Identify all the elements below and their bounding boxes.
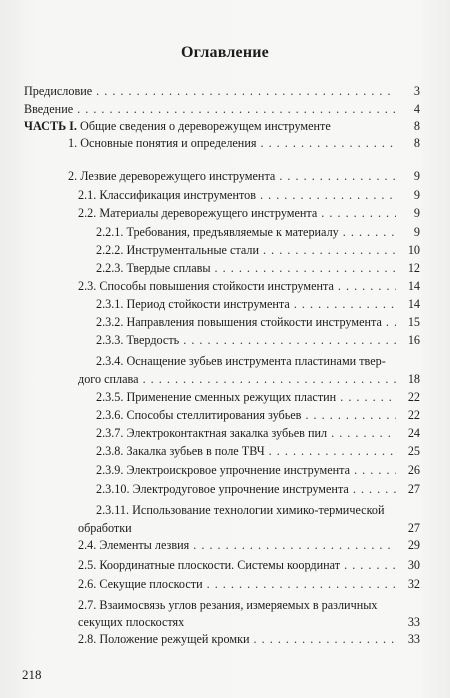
toc-entry-page: 29 <box>407 538 420 552</box>
toc-entry <box>96 261 420 275</box>
toc-entry-label: 2.5. Координатные плоскости. Системы координат <box>78 558 341 572</box>
leader-dots <box>386 315 396 329</box>
toc-entry-page: 14 <box>407 297 420 311</box>
leader-dots <box>305 408 396 422</box>
toc-entry-page: 33 <box>407 615 420 629</box>
toc-entry-page: 18 <box>407 372 420 386</box>
toc-entry-label: Введение <box>24 102 74 116</box>
toc-entry <box>24 102 420 116</box>
toc-entry-page: 9 <box>413 169 420 183</box>
leader-dots <box>143 372 396 386</box>
toc-entry <box>78 206 420 220</box>
toc-entry <box>96 408 420 422</box>
toc-entry-label: 2.1. Классификация инструментов <box>78 188 257 202</box>
leader-dots <box>279 169 396 183</box>
toc-entry-label: 1. Основные понятия и определения <box>68 136 257 150</box>
toc-entry-label: 2.3.2. Направления повышения стойкости инструмента <box>96 315 382 329</box>
toc-entry-page: 30 <box>407 558 420 572</box>
toc-entry-page: 26 <box>407 463 420 477</box>
toc-entry-label: 2.2. Материалы дереворежущего инструмента <box>78 206 318 220</box>
leader-dots <box>96 84 396 98</box>
toc-entry <box>78 188 420 202</box>
toc-entry-label: 2.3.1. Период стойкости инструмента <box>96 297 290 311</box>
toc-entry-page: 3 <box>413 84 420 98</box>
leader-dots <box>353 482 396 496</box>
toc-entry-label: 2.3.9. Электроискровое упрочнение инструмента <box>96 463 351 477</box>
toc-entry <box>24 84 420 98</box>
toc-entry-label: 2.2.2. Инструментальные стали <box>96 243 259 257</box>
toc-entry <box>96 390 420 404</box>
toc-entry-label: обработки <box>78 521 132 535</box>
toc-entry <box>96 315 420 329</box>
page-title: Оглавление <box>181 44 269 61</box>
toc-entry <box>78 372 420 386</box>
toc-entry <box>68 169 420 183</box>
toc-entry-label: 2.8. Положение режущей кромки <box>78 632 250 646</box>
leader-dots <box>254 632 396 646</box>
toc-entry <box>78 632 420 646</box>
leader-dots <box>294 297 396 311</box>
leader-dots <box>338 279 396 293</box>
toc-entry-page: 24 <box>407 426 420 440</box>
leader-dots <box>331 426 396 440</box>
toc-entry-line1 <box>78 598 420 612</box>
toc-entry-page: 22 <box>407 408 420 422</box>
toc-entry <box>78 577 420 591</box>
toc-entry-label: 2.3.7. Электроконтактная закалка зубьев пил <box>96 426 328 440</box>
toc-entry-label: 2.4. Элементы лезвия <box>78 538 190 552</box>
leader-dots <box>260 136 396 150</box>
toc-entry <box>78 538 420 552</box>
leader-dots <box>260 188 396 202</box>
toc-entry <box>68 136 420 150</box>
toc-entry <box>96 225 420 239</box>
toc-entry-page: 32 <box>407 577 420 591</box>
part-title: Общие сведения о дереворежущем инструменте <box>80 119 331 133</box>
leader-dots <box>193 538 396 552</box>
toc-entry <box>96 444 420 458</box>
leader-dots <box>340 390 396 404</box>
toc-entry-label <box>24 119 331 133</box>
toc-entry-page: 16 <box>407 333 420 347</box>
toc-entry-page: 9 <box>413 225 420 239</box>
toc-entry-line1 <box>96 503 420 517</box>
toc-entry-label: 2.3.11. Использование технологии химико-термической <box>96 503 385 517</box>
toc-entry-label: 2.3.10. Электродуговое упрочнение инструмента <box>96 482 349 496</box>
toc-entry-line1 <box>96 354 420 368</box>
toc-entry-page: 8 <box>413 136 420 150</box>
leader-dots <box>77 102 396 116</box>
toc-entry-page: 15 <box>407 315 420 329</box>
toc-entry-label: 2.2.1. Требования, предъявляемые к материалу <box>96 225 339 239</box>
toc-entry <box>96 482 420 496</box>
toc-entry-label: 2.3.4. Оснащение зубьев инструмента пластинами твер- <box>96 354 386 368</box>
leader-dots <box>321 206 396 220</box>
toc-entry-page: 10 <box>407 243 420 257</box>
toc-entry-page: 12 <box>407 261 420 275</box>
toc-entry-page: 4 <box>413 102 420 116</box>
toc-entry-page: 27 <box>407 521 420 535</box>
toc-entry <box>78 615 420 629</box>
toc-entry-label: Предисловие <box>24 84 93 98</box>
toc-entry-page: 27 <box>407 482 420 496</box>
toc-entry-page: 25 <box>407 444 420 458</box>
toc-entry-page: 8 <box>413 119 420 133</box>
toc-entry-label: 2.3.5. Применение сменных режущих пластин <box>96 390 337 404</box>
leader-dots <box>354 463 396 477</box>
toc-entry <box>96 333 420 347</box>
leader-dots <box>343 225 396 239</box>
toc-entry <box>96 426 420 440</box>
toc-entry-label: 2.3.6. Способы стеллитирования зубьев <box>96 408 302 422</box>
toc-entry <box>78 521 420 535</box>
leader-dots <box>183 333 396 347</box>
toc-entry-label: 2.3. Способы повышения стойкости инструмента <box>78 279 334 293</box>
toc-entry-page: 22 <box>407 390 420 404</box>
leader-dots <box>207 577 396 591</box>
toc-entry-label: 2.7. Взаимосвязь углов резания, измеряемых в различных <box>78 598 378 612</box>
toc-entry <box>96 297 420 311</box>
toc-entry-part <box>24 119 420 133</box>
leader-dots <box>215 261 396 275</box>
leader-dots <box>269 444 396 458</box>
toc-entry <box>78 279 420 293</box>
toc-entry-label: дого сплава <box>78 372 139 386</box>
toc-entry <box>78 558 420 572</box>
toc-entry <box>96 463 420 477</box>
toc-entry-label: 2.3.8. Закалка зубьев в поле ТВЧ <box>96 444 265 458</box>
toc-entry-page: 9 <box>413 188 420 202</box>
toc-entry-label: 2.6. Секущие плоскости <box>78 577 203 591</box>
part-heading: ЧАСТЬ I. <box>24 119 77 133</box>
toc-entry-label: 2.2.3. Твердые сплавы <box>96 261 211 275</box>
leader-dots <box>344 558 396 572</box>
toc-entry-label: секущих плоскостях <box>78 615 185 629</box>
leader-dots <box>263 243 396 257</box>
toc-entry-page: 9 <box>413 206 420 220</box>
toc-entry-page: 33 <box>407 632 420 646</box>
toc-entry-page: 14 <box>407 279 420 293</box>
toc-entry-label: 2. Лезвие дереворежущего инструмента <box>68 169 276 183</box>
toc-entry-label: 2.3.3. Твердость <box>96 333 180 347</box>
toc-entry <box>96 243 420 257</box>
page-number: 218 <box>22 667 42 682</box>
